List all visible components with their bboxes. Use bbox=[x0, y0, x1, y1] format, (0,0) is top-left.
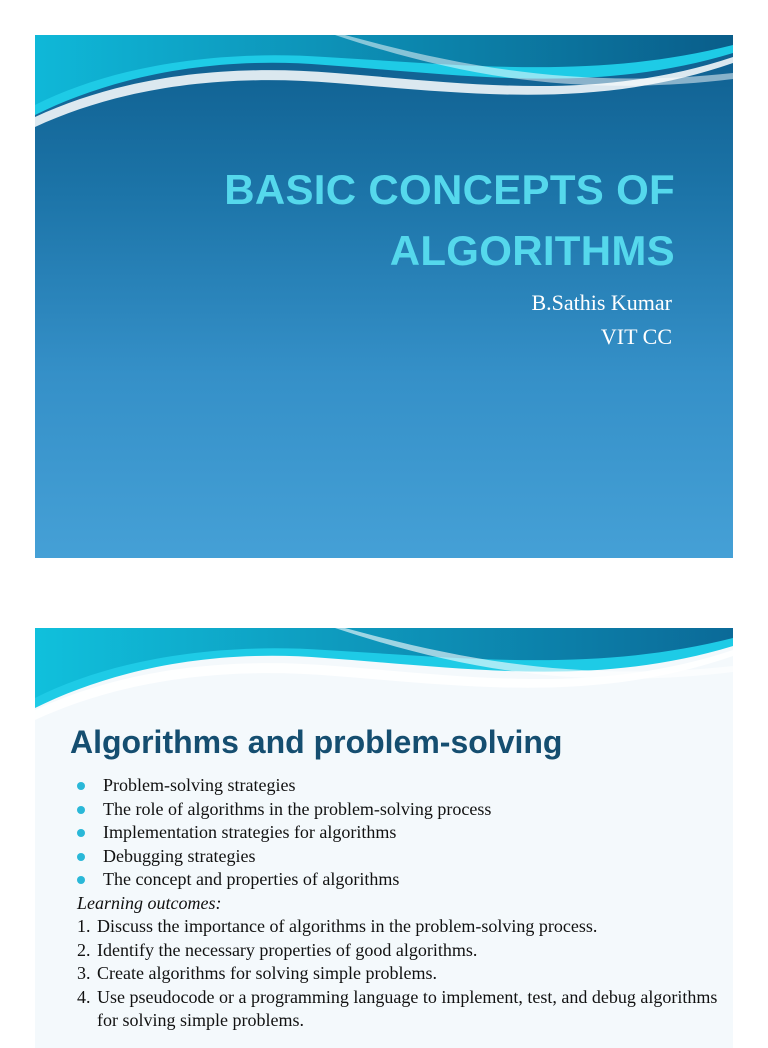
outcome-number: 3. bbox=[77, 963, 91, 983]
outcomes-list bbox=[77, 915, 727, 1033]
title-line-1: BASIC CONCEPTS OF bbox=[224, 166, 675, 213]
bullet-icon bbox=[77, 782, 85, 790]
outcome-number: 2. bbox=[77, 939, 91, 960]
bullet-icon bbox=[77, 853, 85, 861]
topic-list bbox=[77, 774, 727, 892]
outcome-item bbox=[77, 986, 727, 1033]
affiliation: VIT CC bbox=[600, 324, 672, 349]
outcome-number: 4. bbox=[77, 986, 91, 1007]
author-name: B.Sathis Kumar bbox=[531, 290, 672, 315]
slide-title: Algorithms and problem-solving bbox=[70, 724, 563, 760]
slide-title bbox=[75, 159, 675, 281]
outcome-text: Identify the necessary properties of good algorithms. bbox=[97, 939, 478, 960]
outcome-item bbox=[77, 962, 727, 986]
list-item: Debugging strategies bbox=[77, 845, 727, 869]
bullet-icon bbox=[77, 806, 85, 814]
slide-body bbox=[77, 774, 727, 1033]
title-line-2: ALGORITHMS bbox=[389, 227, 675, 274]
outcome-item bbox=[77, 915, 727, 939]
content-slide bbox=[35, 628, 733, 1048]
outcome-text: Discuss the importance of algorithms in the problem-solving process. bbox=[97, 916, 598, 936]
list-item: Implementation strategies for algorithms bbox=[77, 821, 727, 845]
learning-outcomes-heading: Learning outcomes: bbox=[77, 892, 222, 913]
list-item: The role of algorithms in the problem-solving process bbox=[77, 798, 727, 822]
outcome-text: Create algorithms for solving simple problems. bbox=[97, 963, 437, 983]
bullet-icon bbox=[77, 829, 85, 837]
list-item: Problem-solving strategies bbox=[77, 774, 727, 798]
list-item: The concept and properties of algorithms bbox=[77, 868, 727, 892]
outcome-text: Use pseudocode or a programming language to implement, test, and debug algorithms for solving simple problems. bbox=[97, 986, 718, 1030]
outcome-number: 1. bbox=[77, 916, 91, 936]
slide-subtitle bbox=[272, 286, 672, 354]
bullet-icon bbox=[77, 876, 85, 884]
decorative-wave-header bbox=[35, 35, 733, 155]
title-slide bbox=[35, 35, 733, 558]
outcome-item bbox=[77, 939, 727, 963]
